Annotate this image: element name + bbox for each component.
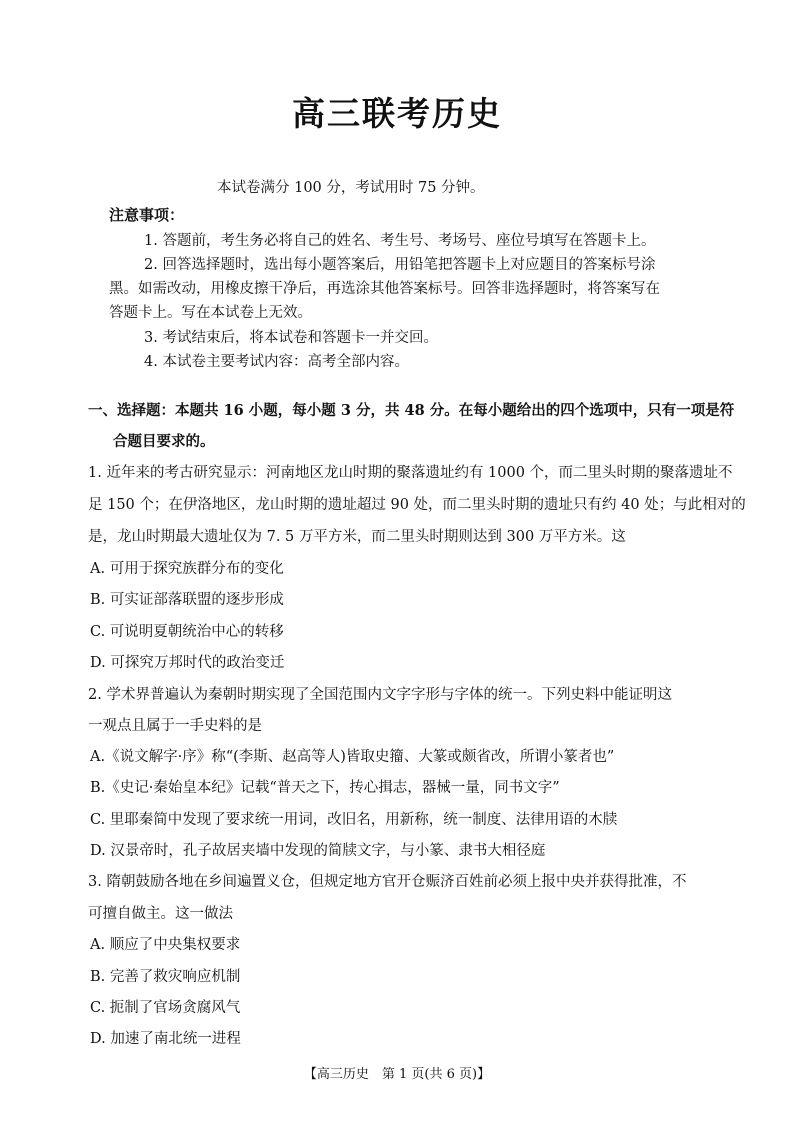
question-3-option-b: B. 完善了救灾响应机制 — [90, 969, 241, 985]
page-title: 高三联考历史 — [292, 94, 502, 133]
question-2-option-b: B.《史记·秦始皇本纪》记载“普天之下，抟心揖志，器械一量，同书文字” — [90, 780, 560, 796]
section-header-cont: 合题目要求的。 — [113, 433, 215, 450]
intro-text: 本试卷满分 100 分，考试用时 75 分钟。 — [217, 180, 485, 196]
question-1-option-b: B. 可实证部落联盟的逐步形成 — [90, 592, 284, 608]
page-footer: 【高三历史 第 1 页(共 6 页)】 — [303, 1067, 491, 1082]
question-3-stem: 3. 隋朝鼓励各地在乡间遍置义仓，但规定地方官开仓赈济百姓前必须上报中央并获得批准，不 — [88, 874, 687, 890]
question-2-stem: 一观点且属于一手史料的是 — [88, 718, 262, 734]
question-2-stem: 2. 学术界普遍认为秦朝时期实现了全国范围内文字字形与字体的统一。下列史料中能证明这 — [88, 687, 672, 703]
question-2-option-c: C. 里耶秦简中发现了要求统一用词，改旧名，用新称，统一制度、法律用语的木牍 — [90, 812, 618, 828]
notice-line: 答题卡上。写在本试卷上无效。 — [109, 305, 312, 321]
question-1-option-c: C. 可说明夏朝统治中心的转移 — [90, 624, 284, 640]
question-2-option-a: A.《说文解字·序》称“(李斯、赵高等人)皆取史籀、大篆或颇省改，所谓小篆者也” — [90, 749, 615, 765]
question-1-option-d: D. 可探究万邦时代的政治变迁 — [90, 655, 285, 671]
question-1-stem: 1. 近年来的考古研究显示：河南地区龙山时期的聚落遗址约有 1000 个，而二里头时期的聚落遗址不 — [88, 465, 733, 481]
question-3-stem: 可擅自做主。这一做法 — [88, 906, 233, 922]
question-3-option-a: A. 顺应了中央集权要求 — [90, 937, 241, 953]
question-1-stem: 是，龙山时期最大遗址仅为 7. 5 万平方米，而二里头时期则达到 300 万平方米。这 — [88, 529, 626, 545]
question-1-option-a: A. 可用于探究族群分布的变化 — [90, 561, 284, 577]
question-2-option-d: D. 汉景帝时，孔子故居夹墙中发现的简牍文字，与小篆、隶书大相径庭 — [90, 843, 546, 859]
notice-line: 黑。如需改动，用橡皮擦干净后，再选涂其他答案标号。回答非选择题时，将答案写在 — [109, 281, 660, 297]
question-1-stem: 足 150 个；在伊洛地区，龙山时期的遗址超过 90 处，而二里头时期的遗址只有约 40 处；与此相对的 — [88, 497, 746, 513]
notice-line: 1. 答题前，考生务必将自己的姓名、考生号、考场号、座位号填写在答题卡上。 — [144, 233, 656, 249]
section-header: 一、选择题：本题共 16 小题，每小题 3 分，共 48 分。在每小题给出的四个选项中，只有一项是符 — [88, 402, 735, 419]
notice-line: 3. 考试结束后，将本试卷和答题卡一并交回。 — [144, 330, 438, 346]
notice-line: 2. 回答选择题时，选出每小题答案后，用铅笔把答题卡上对应题目的答案标号涂 — [144, 257, 656, 273]
question-3-option-d: D. 加速了南北统一进程 — [90, 1031, 241, 1047]
notice-line: 4. 本试卷主要考试内容：高考全部内容。 — [144, 354, 409, 370]
notice-heading: 注意事项： — [109, 206, 185, 224]
question-3-option-c: C. 扼制了官场贪腐风气 — [90, 1000, 241, 1016]
